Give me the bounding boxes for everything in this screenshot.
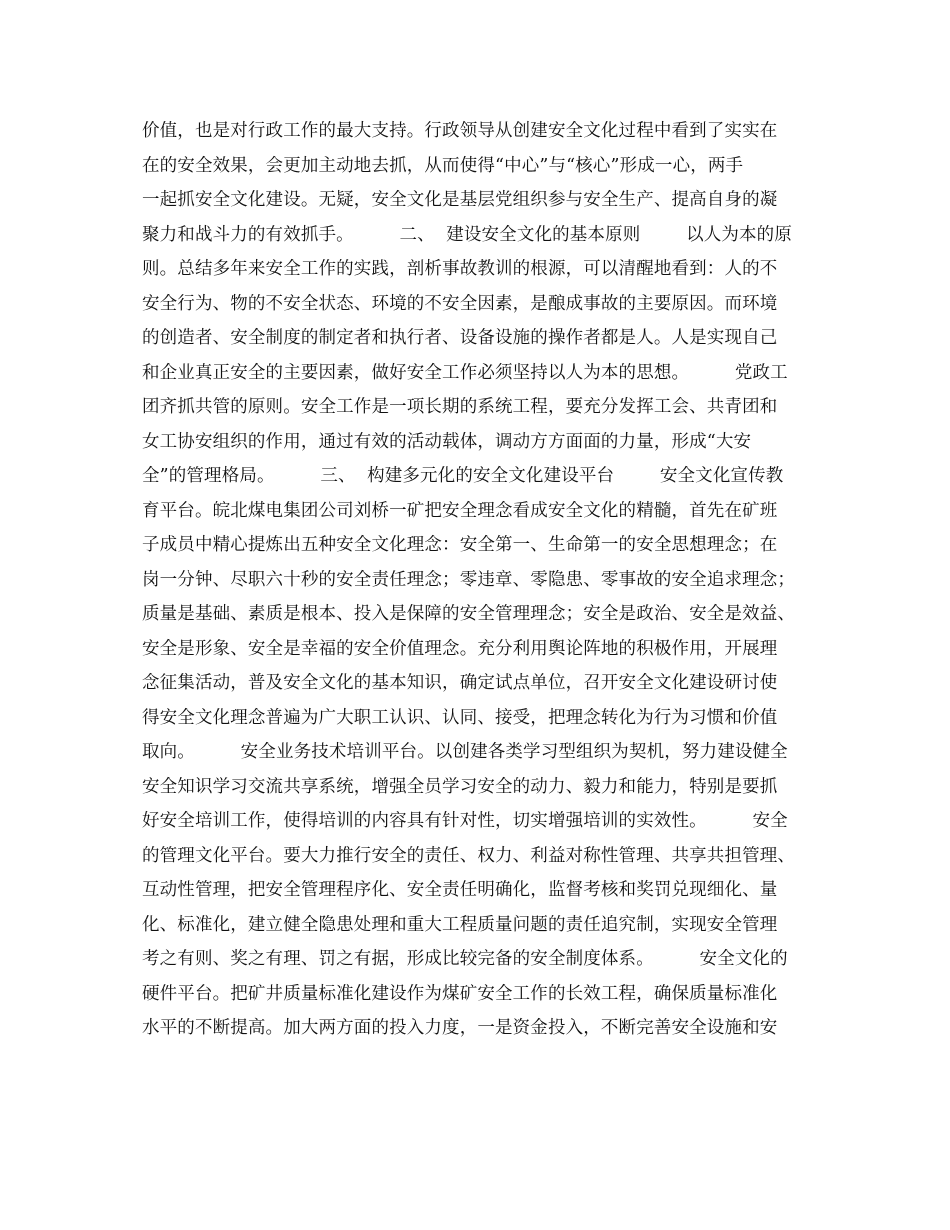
text-line: 价值，也是对行政工作的最大支持。行政领导从创建安全文化过程中看到了实实在 xyxy=(142,121,778,141)
text-line: 育平台。皖北煤电集团公司刘桥一矿把安全理念看成安全文化的精髓，首先在矿班 xyxy=(142,500,778,521)
text-line: 则。总结多年来安全工作的实践，剖析事故教训的根源，可以清醒地看到：人的不 xyxy=(142,259,778,279)
text-line: 聚力和战斗力的有效抓手。 二、 建设安全文化的基本原则 以人为本的原 xyxy=(142,224,792,245)
text-line: 女工协安组织的作用，通过有效的活动载体，调动方方面面的力量，形成“大安 xyxy=(142,431,752,452)
text-line: 水平的不断提高。加大两方面的投入力度，一是资金投入，不断完善安全设施和安 xyxy=(142,1018,778,1038)
text-line: 的创造者、安全制度的制定者和执行者、设备设施的操作者都是人。人是实现自己 xyxy=(142,328,778,348)
text-line: 得安全文化理念普遍为广大职工认识、认同、接受，把理念转化为行为习惯和价值 xyxy=(142,707,778,728)
text-line: 全”的管理格局。 三、 构建多元化的安全文化建设平台 安全文化宣传教 xyxy=(142,466,784,486)
text-line: 取向。 安全业务技术培训平台。以创建各类学习型组织为契机，努力建设健全 xyxy=(142,742,788,762)
text-line: 硬件平台。把矿井质量标准化建设作为煤矿安全工作的长效工程，确保质量标准化 xyxy=(142,983,778,1004)
text-line: 互动性管理，把安全管理程序化、安全责任明确化，监督考核和奖罚兑现细化、量 xyxy=(142,880,778,900)
text-line: 和企业真正安全的主要因素，做好安全工作必须坚持以人为本的思想。 党政工 xyxy=(142,362,788,383)
text-line: 念征集活动，普及安全文化的基本知识，确定试点单位，召开安全文化建设研讨使 xyxy=(142,673,778,693)
body-text xyxy=(142,114,822,1046)
text-line: 的管理文化平台。要大力推行安全的责任、权力、利益对称性管理、共享共担管理、 xyxy=(142,845,796,866)
text-line: 一起抓安全文化建设。无疑，安全文化是基层党组织参与安全生产、提高自身的凝 xyxy=(142,190,778,210)
text-line: 好安全培训工作，使得培训的内容具有针对性，切实增强培训的实效性。 安全 xyxy=(142,811,788,831)
text-line: 子成员中精心提炼出五种安全文化理念：安全第一、生命第一的安全思想理念；在 xyxy=(142,535,778,555)
text-line: 安全知识学习交流共享系统，增强全员学习安全的动力、毅力和能力，特别是要抓 xyxy=(142,776,778,797)
text-line: 岗一分钟、尽职六十秒的安全责任理念；零违章、零隐患、零事故的安全追求理念； xyxy=(142,569,796,590)
text-line: 化、标准化，建立健全隐患处理和重大工程质量问题的责任追究制，实现安全管理 xyxy=(142,914,778,935)
text-line: 安全行为、物的不安全状态、环境的不安全因素，是酿成事故的主要原因。而环境 xyxy=(142,293,778,314)
text-line: 安全是形象、安全是幸福的安全价值理念。充分利用舆论阵地的积极作用，开展理 xyxy=(142,638,778,659)
text-line: 质量是基础、素质是根本、投入是保障的安全管理理念；安全是政治、安全是效益、 xyxy=(142,604,796,624)
text-line: 团齐抓共管的原则。安全工作是一项长期的系统工程，要充分发挥工会、共青团和 xyxy=(142,397,778,417)
text-line: 考之有则、奖之有理、罚之有据，形成比较完备的安全制度体系。 安全文化的 xyxy=(142,949,788,969)
text-line: 在的安全效果，会更加主动地去抓，从而使得“中心”与“核心”形成一心，两手 xyxy=(142,155,744,176)
